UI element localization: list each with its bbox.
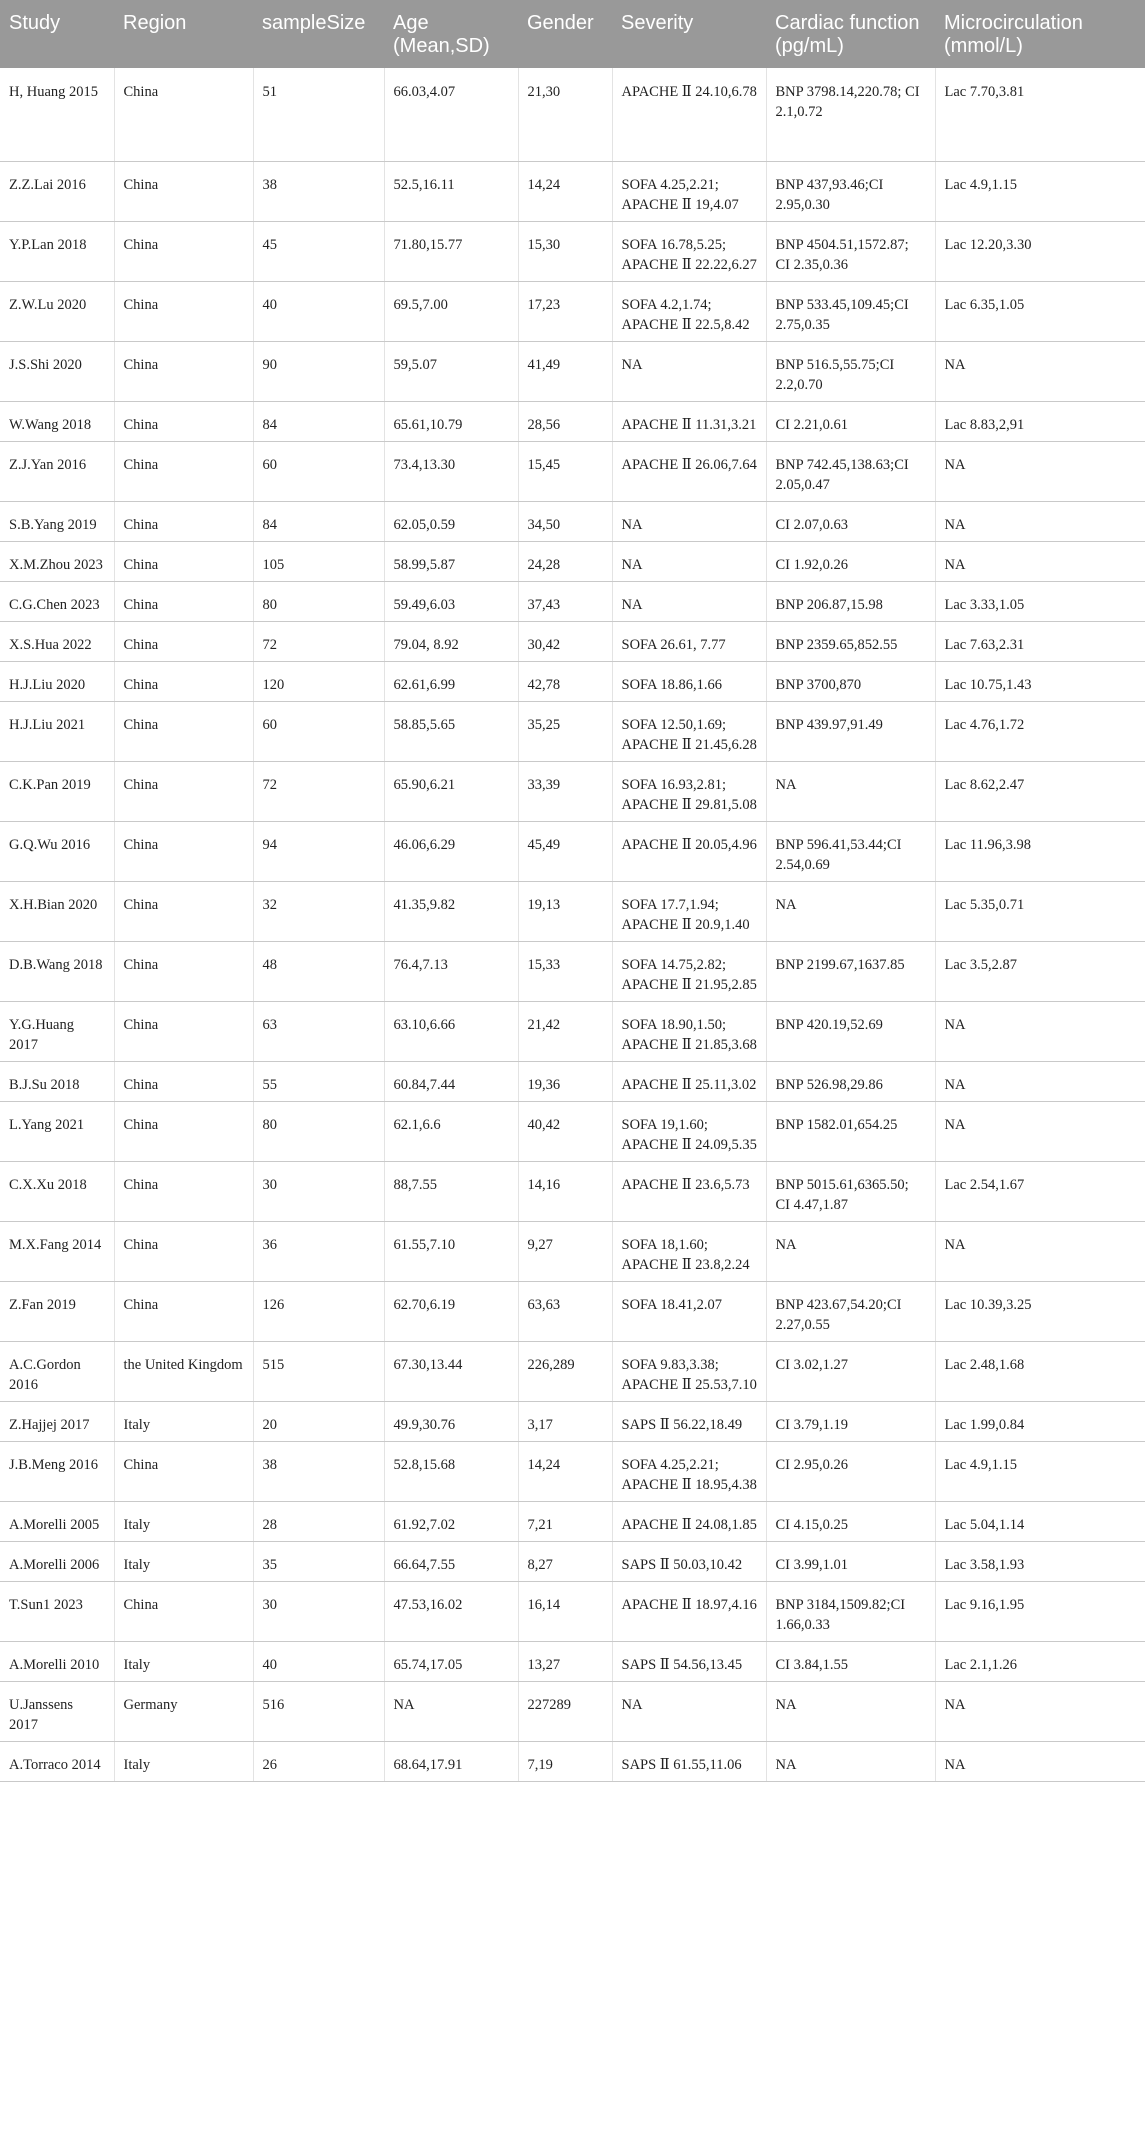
region-cell: Italy: [114, 1541, 253, 1581]
cardiac-function-cell: BNP 2359.65,852.55: [766, 621, 935, 661]
study-cell: C.X.Xu 2018: [0, 1161, 114, 1221]
severity-cell: APACHE Ⅱ 23.6,5.73: [612, 1161, 766, 1221]
microcirculation-cell: Lac 6.35,1.05: [935, 281, 1145, 341]
age-cell: 67.30,13.44: [384, 1341, 518, 1401]
microcirculation-cell: Lac 9.16,1.95: [935, 1581, 1145, 1641]
severity-cell: APACHE Ⅱ 24.08,1.85: [612, 1501, 766, 1541]
region-cell: China: [114, 401, 253, 441]
microcirculation-cell: Lac 11.96,3.98: [935, 821, 1145, 881]
cardiac-function-cell: CI 3.99,1.01: [766, 1541, 935, 1581]
sample-size-cell: 120: [253, 661, 384, 701]
cardiac-function-cell: BNP 5015.61,6365.50; CI 4.47,1.87: [766, 1161, 935, 1221]
age-cell: 41.35,9.82: [384, 881, 518, 941]
region-cell: China: [114, 441, 253, 501]
gender-cell: 226,289: [518, 1341, 612, 1401]
table-row: [0, 1501, 1145, 1541]
sample-size-cell: 28: [253, 1501, 384, 1541]
microcirculation-cell: Lac 7.63,2.31: [935, 621, 1145, 661]
cardiac-function-cell: CI 2.95,0.26: [766, 1441, 935, 1501]
microcirculation-cell: Lac 8.83,2,91: [935, 401, 1145, 441]
severity-cell: APACHE Ⅱ 26.06,7.64: [612, 441, 766, 501]
gender-cell: 45,49: [518, 821, 612, 881]
study-cell: C.G.Chen 2023: [0, 581, 114, 621]
study-cell: Z.Fan 2019: [0, 1281, 114, 1341]
gender-cell: 28,56: [518, 401, 612, 441]
study-cell: A.Morelli 2010: [0, 1641, 114, 1681]
region-cell: China: [114, 701, 253, 761]
gender-cell: 15,45: [518, 441, 612, 501]
header-row: [0, 0, 1145, 68]
study-cell: H.J.Liu 2020: [0, 661, 114, 701]
region-cell: China: [114, 501, 253, 541]
study-cell: A.Morelli 2006: [0, 1541, 114, 1581]
table-row: [0, 1641, 1145, 1681]
microcirculation-cell: Lac 2.54,1.67: [935, 1161, 1145, 1221]
sample-size-cell: 126: [253, 1281, 384, 1341]
region-cell: Italy: [114, 1501, 253, 1541]
age-cell: 46.06,6.29: [384, 821, 518, 881]
severity-cell: NA: [612, 541, 766, 581]
severity-cell: SOFA 18.86,1.66: [612, 661, 766, 701]
study-cell: U.Janssens 2017: [0, 1681, 114, 1741]
cardiac-function-cell: NA: [766, 1681, 935, 1741]
study-cell: L.Yang 2021: [0, 1101, 114, 1161]
sample-size-cell: 516: [253, 1681, 384, 1741]
age-cell: 88,7.55: [384, 1161, 518, 1221]
gender-cell: 14,16: [518, 1161, 612, 1221]
study-cell: G.Q.Wu 2016: [0, 821, 114, 881]
header-cardiac-function: Cardiac function (pg/mL): [766, 0, 935, 68]
cardiac-function-cell: NA: [766, 881, 935, 941]
table-row: [0, 1681, 1145, 1741]
microcirculation-cell: NA: [935, 1101, 1145, 1161]
gender-cell: 21,30: [518, 68, 612, 161]
severity-cell: APACHE Ⅱ 11.31,3.21: [612, 401, 766, 441]
table-row: [0, 1341, 1145, 1401]
cardiac-function-cell: CI 2.21,0.61: [766, 401, 935, 441]
severity-cell: SAPS Ⅱ 56.22,18.49: [612, 1401, 766, 1441]
study-cell: C.K.Pan 2019: [0, 761, 114, 821]
gender-cell: 30,42: [518, 621, 612, 661]
region-cell: China: [114, 821, 253, 881]
age-cell: 71.80,15.77: [384, 221, 518, 281]
region-cell: China: [114, 881, 253, 941]
header-sample-size: sampleSize: [253, 0, 384, 68]
age-cell: NA: [384, 1681, 518, 1741]
sample-size-cell: 45: [253, 221, 384, 281]
region-cell: Germany: [114, 1681, 253, 1741]
microcirculation-cell: Lac 7.70,3.81: [935, 68, 1145, 161]
severity-cell: NA: [612, 341, 766, 401]
study-cell: Y.G.Huang 2017: [0, 1001, 114, 1061]
sample-size-cell: 38: [253, 161, 384, 221]
age-cell: 58.99,5.87: [384, 541, 518, 581]
sample-size-cell: 515: [253, 1341, 384, 1401]
severity-cell: SOFA 16.78,5.25; APACHE Ⅱ 22.22,6.27: [612, 221, 766, 281]
severity-cell: APACHE Ⅱ 18.97,4.16: [612, 1581, 766, 1641]
table-row: [0, 761, 1145, 821]
gender-cell: 7,19: [518, 1741, 612, 1781]
region-cell: China: [114, 661, 253, 701]
cardiac-function-cell: BNP 4504.51,1572.87; CI 2.35,0.36: [766, 221, 935, 281]
region-cell: China: [114, 581, 253, 621]
study-cell: A.Torraco 2014: [0, 1741, 114, 1781]
gender-cell: 13,27: [518, 1641, 612, 1681]
age-cell: 73.4,13.30: [384, 441, 518, 501]
gender-cell: 3,17: [518, 1401, 612, 1441]
region-cell: China: [114, 541, 253, 581]
region-cell: the United Kingdom: [114, 1341, 253, 1401]
age-cell: 62.70,6.19: [384, 1281, 518, 1341]
microcirculation-cell: NA: [935, 441, 1145, 501]
region-cell: China: [114, 1221, 253, 1281]
severity-cell: SOFA 12.50,1.69; APACHE Ⅱ 21.45,6.28: [612, 701, 766, 761]
table-row: [0, 1161, 1145, 1221]
sample-size-cell: 80: [253, 1101, 384, 1161]
region-cell: China: [114, 68, 253, 161]
microcirculation-cell: Lac 10.39,3.25: [935, 1281, 1145, 1341]
severity-cell: SOFA 14.75,2.82; APACHE Ⅱ 21.95,2.85: [612, 941, 766, 1001]
sample-size-cell: 40: [253, 1641, 384, 1681]
gender-cell: 40,42: [518, 1101, 612, 1161]
age-cell: 68.64,17.91: [384, 1741, 518, 1781]
microcirculation-cell: Lac 1.99,0.84: [935, 1401, 1145, 1441]
table-row: [0, 281, 1145, 341]
cardiac-function-cell: BNP 1582.01,654.25: [766, 1101, 935, 1161]
sample-size-cell: 40: [253, 281, 384, 341]
age-cell: 66.03,4.07: [384, 68, 518, 161]
severity-cell: SOFA 18.90,1.50; APACHE Ⅱ 21.85,3.68: [612, 1001, 766, 1061]
gender-cell: 19,36: [518, 1061, 612, 1101]
gender-cell: 34,50: [518, 501, 612, 541]
cardiac-function-cell: BNP 423.67,54.20;CI 2.27,0.55: [766, 1281, 935, 1341]
severity-cell: SOFA 18,1.60; APACHE Ⅱ 23.8,2.24: [612, 1221, 766, 1281]
age-cell: 61.55,7.10: [384, 1221, 518, 1281]
age-cell: 62.05,0.59: [384, 501, 518, 541]
study-cell: H.J.Liu 2021: [0, 701, 114, 761]
cardiac-function-cell: NA: [766, 1221, 935, 1281]
sample-size-cell: 84: [253, 401, 384, 441]
table-row: [0, 501, 1145, 541]
age-cell: 52.5,16.11: [384, 161, 518, 221]
microcirculation-cell: Lac 4.76,1.72: [935, 701, 1145, 761]
region-cell: Italy: [114, 1741, 253, 1781]
cardiac-function-cell: BNP 596.41,53.44;CI 2.54,0.69: [766, 821, 935, 881]
study-cell: J.S.Shi 2020: [0, 341, 114, 401]
cardiac-function-cell: CI 3.02,1.27: [766, 1341, 935, 1401]
region-cell: China: [114, 161, 253, 221]
cardiac-function-cell: NA: [766, 761, 935, 821]
header-study: Study: [0, 0, 114, 68]
region-cell: China: [114, 341, 253, 401]
header-severity: Severity: [612, 0, 766, 68]
region-cell: China: [114, 1281, 253, 1341]
study-cell: Z.J.Yan 2016: [0, 441, 114, 501]
table-row: [0, 1061, 1145, 1101]
sample-size-cell: 105: [253, 541, 384, 581]
table-row: [0, 581, 1145, 621]
microcirculation-cell: NA: [935, 501, 1145, 541]
microcirculation-cell: NA: [935, 1741, 1145, 1781]
study-cell: Z.Hajjej 2017: [0, 1401, 114, 1441]
severity-cell: NA: [612, 501, 766, 541]
age-cell: 63.10,6.66: [384, 1001, 518, 1061]
table-row: [0, 1001, 1145, 1061]
severity-cell: SOFA 4.25,2.21; APACHE Ⅱ 19,4.07: [612, 161, 766, 221]
cardiac-function-cell: NA: [766, 1741, 935, 1781]
table-row: [0, 541, 1145, 581]
age-cell: 52.8,15.68: [384, 1441, 518, 1501]
sample-size-cell: 63: [253, 1001, 384, 1061]
microcirculation-cell: Lac 3.5,2.87: [935, 941, 1145, 1001]
age-cell: 69.5,7.00: [384, 281, 518, 341]
region-cell: China: [114, 1161, 253, 1221]
region-cell: China: [114, 281, 253, 341]
microcirculation-cell: Lac 3.58,1.93: [935, 1541, 1145, 1581]
age-cell: 47.53,16.02: [384, 1581, 518, 1641]
table-row: [0, 661, 1145, 701]
cardiac-function-cell: BNP 437,93.46;CI 2.95,0.30: [766, 161, 935, 221]
gender-cell: 21,42: [518, 1001, 612, 1061]
gender-cell: 33,39: [518, 761, 612, 821]
gender-cell: 8,27: [518, 1541, 612, 1581]
sample-size-cell: 30: [253, 1161, 384, 1221]
microcirculation-cell: Lac 3.33,1.05: [935, 581, 1145, 621]
table-row: [0, 1541, 1145, 1581]
age-cell: 65.61,10.79: [384, 401, 518, 441]
region-cell: Italy: [114, 1401, 253, 1441]
sample-size-cell: 51: [253, 68, 384, 161]
microcirculation-cell: Lac 2.48,1.68: [935, 1341, 1145, 1401]
severity-cell: APACHE Ⅱ 20.05,4.96: [612, 821, 766, 881]
table-row: [0, 1741, 1145, 1781]
sample-size-cell: 72: [253, 621, 384, 661]
gender-cell: 19,13: [518, 881, 612, 941]
age-cell: 62.1,6.6: [384, 1101, 518, 1161]
age-cell: 58.85,5.65: [384, 701, 518, 761]
age-cell: 61.92,7.02: [384, 1501, 518, 1541]
microcirculation-cell: NA: [935, 1221, 1145, 1281]
severity-cell: SAPS Ⅱ 50.03,10.42: [612, 1541, 766, 1581]
region-cell: China: [114, 1061, 253, 1101]
region-cell: China: [114, 1441, 253, 1501]
cardiac-function-cell: CI 3.79,1.19: [766, 1401, 935, 1441]
study-cell: Z.Z.Lai 2016: [0, 161, 114, 221]
study-cell: J.B.Meng 2016: [0, 1441, 114, 1501]
age-cell: 62.61,6.99: [384, 661, 518, 701]
cardiac-function-cell: CI 3.84,1.55: [766, 1641, 935, 1681]
header-gender: Gender: [518, 0, 612, 68]
table-row: [0, 1221, 1145, 1281]
sample-size-cell: 20: [253, 1401, 384, 1441]
table-row: [0, 621, 1145, 661]
cardiac-function-cell: BNP 3184,1509.82;CI 1.66,0.33: [766, 1581, 935, 1641]
age-cell: 49.9,30.76: [384, 1401, 518, 1441]
age-cell: 59,5.07: [384, 341, 518, 401]
age-cell: 65.90,6.21: [384, 761, 518, 821]
study-cell: Y.P.Lan 2018: [0, 221, 114, 281]
table-row: [0, 1441, 1145, 1501]
table-row: [0, 1581, 1145, 1641]
severity-cell: SAPS Ⅱ 61.55,11.06: [612, 1741, 766, 1781]
region-cell: China: [114, 941, 253, 1001]
microcirculation-cell: Lac 5.35,0.71: [935, 881, 1145, 941]
header-age: Age (Mean,SD): [384, 0, 518, 68]
table-row: [0, 68, 1145, 161]
study-cell: B.J.Su 2018: [0, 1061, 114, 1101]
severity-cell: SAPS Ⅱ 54.56,13.45: [612, 1641, 766, 1681]
gender-cell: 15,30: [518, 221, 612, 281]
cardiac-function-cell: BNP 2199.67,1637.85: [766, 941, 935, 1001]
table-row: [0, 221, 1145, 281]
study-cell: W.Wang 2018: [0, 401, 114, 441]
sample-size-cell: 60: [253, 701, 384, 761]
table-row: [0, 1101, 1145, 1161]
study-cell: X.S.Hua 2022: [0, 621, 114, 661]
severity-cell: APACHE Ⅱ 24.10,6.78: [612, 68, 766, 161]
region-cell: China: [114, 221, 253, 281]
gender-cell: 7,21: [518, 1501, 612, 1541]
sample-size-cell: 94: [253, 821, 384, 881]
study-cell: D.B.Wang 2018: [0, 941, 114, 1001]
age-cell: 60.84,7.44: [384, 1061, 518, 1101]
table-row: [0, 441, 1145, 501]
gender-cell: 37,43: [518, 581, 612, 621]
gender-cell: 41,49: [518, 341, 612, 401]
sample-size-cell: 55: [253, 1061, 384, 1101]
severity-cell: SOFA 17.7,1.94; APACHE Ⅱ 20.9,1.40: [612, 881, 766, 941]
age-cell: 79.04, 8.92: [384, 621, 518, 661]
cardiac-function-cell: BNP 526.98,29.86: [766, 1061, 935, 1101]
sample-size-cell: 36: [253, 1221, 384, 1281]
cardiac-function-cell: BNP 533.45,109.45;CI 2.75,0.35: [766, 281, 935, 341]
severity-cell: SOFA 4.2,1.74; APACHE Ⅱ 22.5,8.42: [612, 281, 766, 341]
cardiac-function-cell: BNP 742.45,138.63;CI 2.05,0.47: [766, 441, 935, 501]
study-cell: X.M.Zhou 2023: [0, 541, 114, 581]
cardiac-function-cell: BNP 3700,870: [766, 661, 935, 701]
cardiac-function-cell: BNP 516.5,55.75;CI 2.2,0.70: [766, 341, 935, 401]
table-row: [0, 821, 1145, 881]
severity-cell: SOFA 18.41,2.07: [612, 1281, 766, 1341]
table-row: [0, 1281, 1145, 1341]
microcirculation-cell: Lac 4.9,1.15: [935, 161, 1145, 221]
sample-size-cell: 32: [253, 881, 384, 941]
severity-cell: APACHE Ⅱ 25.11,3.02: [612, 1061, 766, 1101]
cardiac-function-cell: CI 2.07,0.63: [766, 501, 935, 541]
study-cell: T.Sun1 2023: [0, 1581, 114, 1641]
microcirculation-cell: Lac 12.20,3.30: [935, 221, 1145, 281]
gender-cell: 9,27: [518, 1221, 612, 1281]
table-row: [0, 401, 1145, 441]
table-row: [0, 701, 1145, 761]
sample-size-cell: 90: [253, 341, 384, 401]
cardiac-function-cell: BNP 206.87,15.98: [766, 581, 935, 621]
severity-cell: NA: [612, 581, 766, 621]
table-row: [0, 341, 1145, 401]
table-row: [0, 1401, 1145, 1441]
gender-cell: 16,14: [518, 1581, 612, 1641]
sample-size-cell: 38: [253, 1441, 384, 1501]
microcirculation-cell: Lac 5.04,1.14: [935, 1501, 1145, 1541]
table-row: [0, 941, 1145, 1001]
sample-size-cell: 72: [253, 761, 384, 821]
age-cell: 59.49,6.03: [384, 581, 518, 621]
microcirculation-cell: NA: [935, 1001, 1145, 1061]
microcirculation-cell: Lac 2.1,1.26: [935, 1641, 1145, 1681]
age-cell: 76.4,7.13: [384, 941, 518, 1001]
sample-size-cell: 48: [253, 941, 384, 1001]
region-cell: China: [114, 1101, 253, 1161]
study-cell: M.X.Fang 2014: [0, 1221, 114, 1281]
sample-size-cell: 30: [253, 1581, 384, 1641]
age-cell: 65.74,17.05: [384, 1641, 518, 1681]
gender-cell: 35,25: [518, 701, 612, 761]
microcirculation-cell: NA: [935, 541, 1145, 581]
cardiac-function-cell: BNP 420.19,52.69: [766, 1001, 935, 1061]
cardiac-function-cell: CI 1.92,0.26: [766, 541, 935, 581]
table-header: [0, 0, 1145, 68]
severity-cell: SOFA 9.83,3.38; APACHE Ⅱ 25.53,7.10: [612, 1341, 766, 1401]
region-cell: China: [114, 1581, 253, 1641]
header-microcirculation: Microcirculation (mmol/L): [935, 0, 1145, 68]
microcirculation-cell: Lac 4.9,1.15: [935, 1441, 1145, 1501]
table-body: [0, 68, 1145, 1781]
sample-size-cell: 60: [253, 441, 384, 501]
sample-size-cell: 84: [253, 501, 384, 541]
microcirculation-cell: NA: [935, 341, 1145, 401]
header-region: Region: [114, 0, 253, 68]
study-cell: A.Morelli 2005: [0, 1501, 114, 1541]
microcirculation-cell: Lac 8.62,2.47: [935, 761, 1145, 821]
region-cell: Italy: [114, 1641, 253, 1681]
gender-cell: 17,23: [518, 281, 612, 341]
cardiac-function-cell: BNP 3798.14,220.78; CI 2.1,0.72: [766, 68, 935, 161]
gender-cell: 227289: [518, 1681, 612, 1741]
severity-cell: NA: [612, 1681, 766, 1741]
severity-cell: SOFA 16.93,2.81; APACHE Ⅱ 29.81,5.08: [612, 761, 766, 821]
age-cell: 66.64,7.55: [384, 1541, 518, 1581]
region-cell: China: [114, 1001, 253, 1061]
region-cell: China: [114, 761, 253, 821]
study-cell: Z.W.Lu 2020: [0, 281, 114, 341]
gender-cell: 15,33: [518, 941, 612, 1001]
sample-size-cell: 26: [253, 1741, 384, 1781]
gender-cell: 14,24: [518, 161, 612, 221]
gender-cell: 63,63: [518, 1281, 612, 1341]
microcirculation-cell: NA: [935, 1061, 1145, 1101]
table-row: [0, 881, 1145, 941]
microcirculation-cell: NA: [935, 1681, 1145, 1741]
gender-cell: 24,28: [518, 541, 612, 581]
table-row: [0, 161, 1145, 221]
sample-size-cell: 80: [253, 581, 384, 621]
study-cell: X.H.Bian 2020: [0, 881, 114, 941]
cardiac-function-cell: CI 4.15,0.25: [766, 1501, 935, 1541]
gender-cell: 42,78: [518, 661, 612, 701]
study-cell: S.B.Yang 2019: [0, 501, 114, 541]
severity-cell: SOFA 26.61, 7.77: [612, 621, 766, 661]
study-cell: A.C.Gordon 2016: [0, 1341, 114, 1401]
severity-cell: SOFA 19,1.60; APACHE Ⅱ 24.09,5.35: [612, 1101, 766, 1161]
sample-size-cell: 35: [253, 1541, 384, 1581]
cardiac-function-cell: BNP 439.97,91.49: [766, 701, 935, 761]
study-cell: H, Huang 2015: [0, 68, 114, 161]
gender-cell: 14,24: [518, 1441, 612, 1501]
microcirculation-cell: Lac 10.75,1.43: [935, 661, 1145, 701]
region-cell: China: [114, 621, 253, 661]
severity-cell: SOFA 4.25,2.21; APACHE Ⅱ 18.95,4.38: [612, 1441, 766, 1501]
